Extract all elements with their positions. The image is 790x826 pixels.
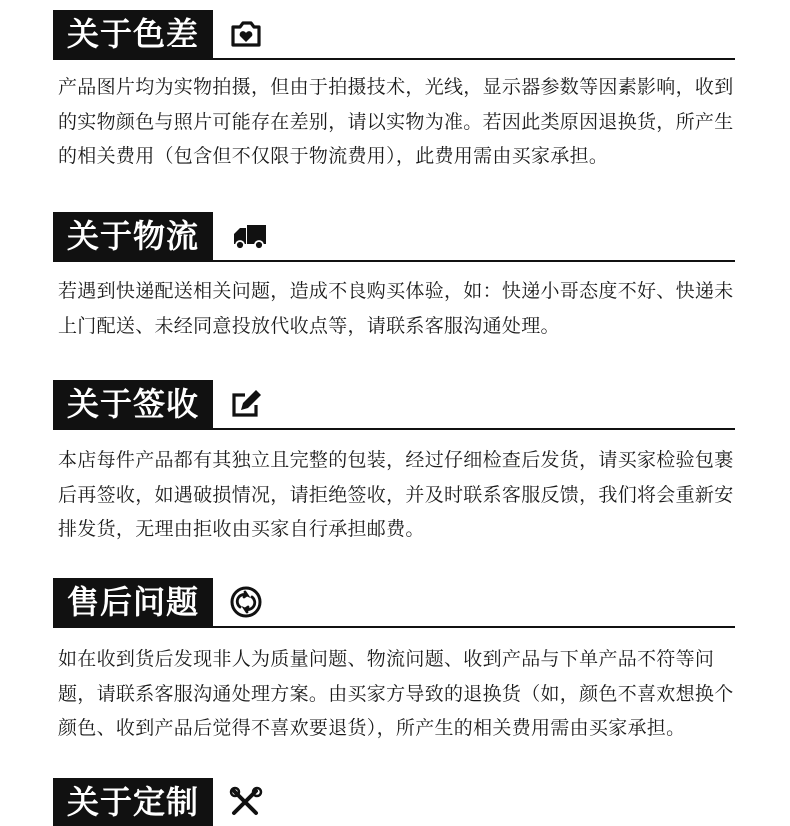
section-title: 关于定制: [53, 778, 213, 826]
section-title: 关于色差: [53, 10, 213, 58]
section-title: 关于签收: [53, 380, 213, 428]
delivery-truck-icon: [229, 220, 269, 252]
section-title: 售后问题: [53, 578, 213, 626]
section-heading: [53, 212, 735, 262]
section-body: 本店每件产品都有其独立且完整的包装，经过仔细检查后发货，请买家检验包裹后再签收，如遇破损情况，请拒绝签收，并及时联系客服反馈，我们将会重新安排发货，无理由拒收由买家自行承担邮费。: [58, 449, 734, 540]
section-title: 关于物流: [53, 212, 213, 260]
edit-pen-icon: [229, 388, 263, 420]
section-heading: [53, 10, 735, 60]
section-body: 产品图片均为实物拍摄，但由于拍摄技术，光线，显示器参数等因素影响，收到的实物颜色与照片可能存在差别，请以实物为准。若因此类原因退换货，所产生的相关费用（包含但不仅限于物流费用），此费用需由买家承担。: [58, 76, 734, 167]
exchange-cycle-icon: [229, 586, 263, 618]
section-body: 若遇到快递配送相关问题，造成不良购买体验，如：快递小哥态度不好、快递未上门配送、未经同意投放代收点等，请联系客服沟通处理。: [58, 280, 734, 337]
section-body: 如在收到货后发现非人为质量问题、物流问题、收到产品与下单产品不符等问题，请联系客服沟通处理方案。由买家方导致的退换货（如，颜色不喜欢想换个颜色、收到产品后觉得不喜欢要退货），所产生的相关费用需由买家承担。: [58, 648, 734, 739]
tools-icon: [229, 786, 263, 818]
section-heading: [53, 778, 735, 826]
section-heading: [53, 380, 735, 430]
section-heading: [53, 578, 735, 628]
camera-heart-icon: [229, 18, 263, 50]
